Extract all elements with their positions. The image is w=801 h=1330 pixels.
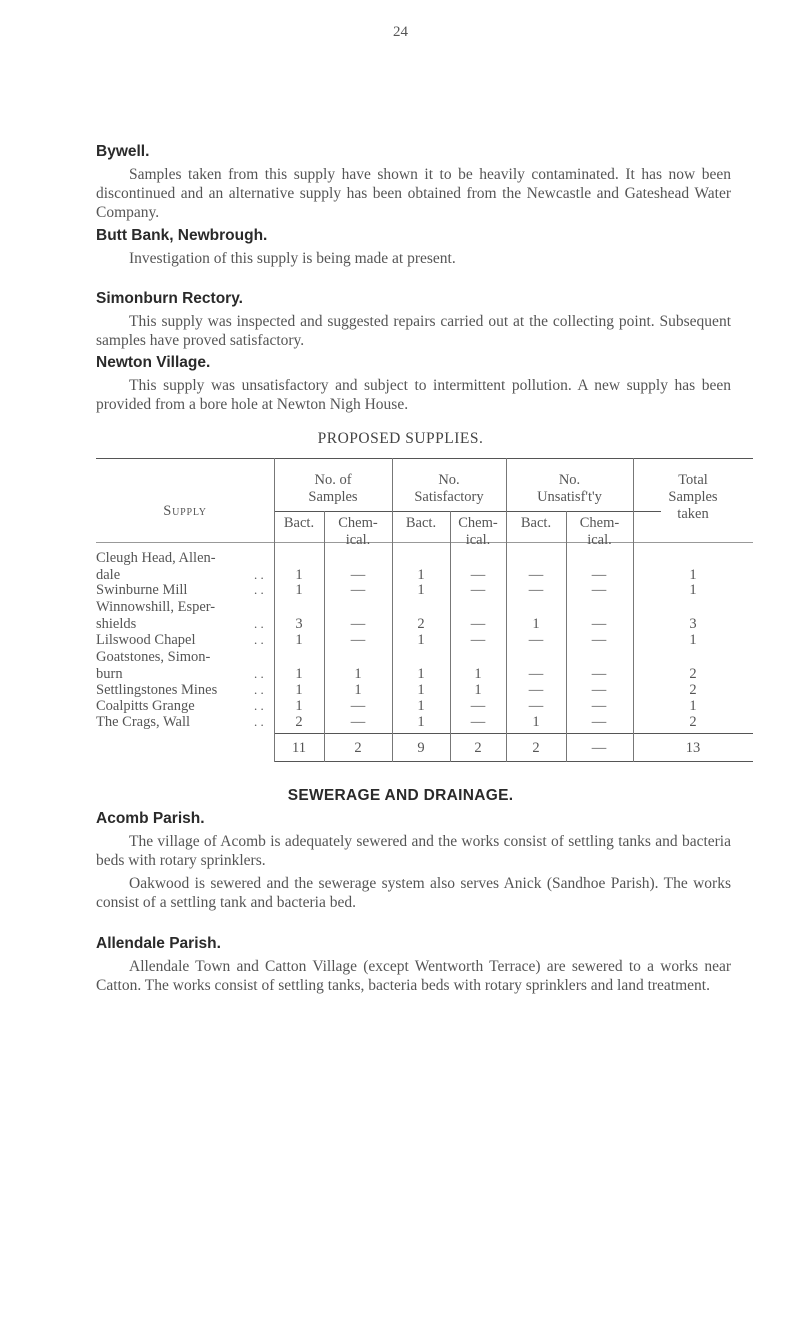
leader-dots: . . — [254, 666, 264, 681]
section-paragraph: This supply was inspected and suggested repairs carried out at the collecting point. Subsequent samples have proved satisfactory. — [96, 313, 731, 349]
table-cell: 1 — [474, 682, 482, 698]
section-heading: Butt Bank, Newbrough. — [96, 227, 268, 244]
section-butt-bank — [96, 227, 731, 268]
table-cell: — — [350, 714, 366, 730]
header-line: ical. — [465, 532, 491, 548]
table-cell: 2 — [417, 616, 425, 632]
leader-dots: . . — [254, 714, 264, 729]
table-cell: 1 — [417, 582, 425, 598]
table-cell: — — [350, 567, 366, 583]
table-cell: 1 — [417, 567, 425, 583]
table-cell: 1 — [354, 682, 362, 698]
header-line: Chem- — [338, 515, 378, 531]
header-line: Samples — [668, 489, 718, 505]
header-line: No. — [438, 472, 460, 488]
table-cell: 1 — [689, 582, 697, 598]
sub-header — [566, 515, 633, 549]
sub-header — [450, 515, 506, 549]
table-subheader-rule — [274, 511, 661, 512]
table-cell: 1 — [532, 616, 540, 632]
table-cell: — — [350, 582, 366, 598]
header-line: Samples — [308, 489, 358, 505]
leader-dots: . . — [254, 582, 264, 597]
header-line: Bact. — [520, 515, 552, 531]
table-cell: — — [591, 582, 607, 598]
table-cell: — — [591, 632, 607, 648]
table-cell: 1 — [295, 567, 303, 583]
header-line: Chem- — [458, 515, 498, 531]
table-header-rule — [96, 542, 753, 543]
leader-dots: . . — [254, 567, 264, 582]
table-cell: — — [528, 632, 544, 648]
column-group-header — [506, 472, 633, 506]
table-cell: — — [528, 582, 544, 598]
sub-header — [506, 515, 566, 532]
section-heading: Allendale Parish. — [96, 935, 221, 952]
table-cell: 1 — [295, 632, 303, 648]
table-cell: 2 — [689, 682, 697, 698]
header-line: Bact. — [283, 515, 315, 531]
section-heading: Newton Village. — [96, 354, 211, 371]
table-cell: 1 — [417, 682, 425, 698]
table-totals-rule — [274, 733, 753, 734]
column-group-header — [392, 472, 506, 506]
table-cell: — — [591, 714, 607, 730]
table-cell: 2 — [689, 666, 697, 682]
header-line: taken — [677, 506, 709, 522]
table-cell: — — [591, 698, 607, 714]
table-cell: 1 — [417, 698, 425, 714]
total-cell: 11 — [292, 740, 306, 756]
leader-dots: . . — [254, 632, 264, 647]
supply-name: shields — [96, 616, 137, 632]
table-bottom-rule — [274, 761, 753, 762]
header-line: No. — [558, 472, 581, 488]
supply-name: Lilswood Chapel — [96, 632, 196, 648]
table-cell: — — [591, 666, 607, 682]
table-cell: — — [470, 632, 486, 648]
total-cell: 9 — [417, 740, 425, 756]
leader-dots: . . — [254, 698, 264, 713]
section-paragraph: Investigation of this supply is being made at present. — [129, 250, 456, 267]
header-line: Bact. — [405, 515, 437, 531]
supply-name: The Crags, Wall — [96, 714, 191, 730]
supply-name-line: Cleugh Head, Allen- — [96, 550, 216, 566]
leader-dots: . . — [254, 682, 264, 697]
supply-name: burn — [96, 666, 123, 682]
table-cell: — — [470, 567, 486, 583]
header-line: Satisfactory — [414, 489, 484, 505]
total-cell: 13 — [685, 740, 701, 756]
table-cell: 1 — [532, 714, 540, 730]
section-newton-village — [96, 354, 731, 414]
table-cell: — — [528, 698, 544, 714]
table-cell: — — [350, 616, 366, 632]
total-column-header — [633, 472, 753, 523]
total-cell: 2 — [474, 740, 482, 756]
table-cell: 2 — [295, 714, 303, 730]
table-cell: 1 — [417, 632, 425, 648]
column-group-header — [274, 472, 392, 506]
supply-name: Swinburne Mill — [96, 582, 188, 598]
table-cell: 1 — [295, 666, 303, 682]
table-cell: — — [528, 682, 544, 698]
sub-header — [274, 515, 324, 532]
table-cell: — — [591, 567, 607, 583]
table-cell: 1 — [417, 666, 425, 682]
section-paragraph: Samples taken from this supply have shown it to be heavily contaminated. It has now been discontinued and an alternative supply has been obtained from the Newcastle and Gateshead Water Company. — [96, 166, 731, 221]
sub-header — [392, 515, 450, 532]
section-paragraph: Oakwood is sewered and the sewerage system also serves Anick (Sandhoe Parish). The works consist of a settling tank and bacteria bed. — [96, 875, 731, 911]
supply-name-line: Goatstones, Simon- — [96, 649, 211, 665]
table-cell: — — [591, 682, 607, 698]
leader-dots: . . — [254, 616, 264, 631]
section-bywell — [96, 143, 731, 222]
table-cell: 1 — [689, 567, 697, 583]
table-cell: — — [528, 666, 544, 682]
table-cell: 1 — [417, 714, 425, 730]
header-line: Chem- — [579, 515, 620, 531]
supply-column-header: Supply — [163, 503, 207, 519]
section-heading: Acomb Parish. — [96, 810, 205, 827]
table-cell: 1 — [354, 666, 362, 682]
table-cell: 1 — [295, 682, 303, 698]
table-cell: — — [470, 714, 486, 730]
table-cell: — — [470, 698, 486, 714]
sub-header — [324, 515, 392, 549]
section-simonburn-rectory — [96, 290, 731, 350]
proposed-supplies-table — [96, 458, 753, 764]
table-cell: 1 — [295, 698, 303, 714]
table-cell: — — [350, 632, 366, 648]
table-cell: — — [350, 698, 366, 714]
header-line: Total — [678, 472, 708, 488]
total-cell: 2 — [532, 740, 540, 756]
table-cell: 2 — [689, 714, 697, 730]
table-cell: 1 — [689, 698, 697, 714]
table-cell: — — [591, 616, 607, 632]
supply-name-line: Winnowshill, Esper- — [96, 599, 216, 615]
table-title: PROPOSED SUPPLIES. — [317, 430, 484, 447]
section-paragraph: This supply was unsatisfactory and subject to intermittent pollution. A new supply has been provided from a bore hole at Newton Nigh House. — [96, 377, 731, 413]
section-heading: Simonburn Rectory. — [96, 290, 243, 307]
table-cell: — — [470, 582, 486, 598]
table-cell: 3 — [295, 616, 303, 632]
sewerage-title: SEWERAGE AND DRAINAGE. — [287, 787, 514, 804]
table-cell: 3 — [689, 616, 697, 632]
section-allendale-parish — [96, 935, 731, 995]
supply-name: Coalpitts Grange — [96, 698, 195, 714]
supply-name: Settlingstones Mines — [96, 682, 218, 698]
section-heading: Bywell. — [96, 143, 150, 160]
section-acomb-parish — [96, 810, 731, 912]
total-cell: — — [591, 740, 607, 756]
section-paragraph: The village of Acomb is adequately sewered and the works consist of settling tanks and bacteria beds with rotary sprinklers. — [96, 833, 731, 869]
table-cell: — — [470, 616, 486, 632]
header-line: Unsatisf't'y — [537, 489, 602, 505]
table-cell: 1 — [474, 666, 482, 682]
table-cell: 1 — [689, 632, 697, 648]
table-cell: — — [528, 567, 544, 583]
header-line: ical. — [587, 532, 612, 548]
page-number: 24 — [393, 24, 408, 40]
total-cell: 2 — [354, 740, 362, 756]
table-cell: 1 — [295, 582, 303, 598]
table-top-rule — [96, 458, 753, 459]
header-line: No. of — [314, 472, 352, 488]
section-paragraph: Allendale Town and Catton Village (except Wentworth Terrace) are sewered to a works near Catton. The works consist of settling tanks, bacteria beds with rotary sprinklers and land treatment. — [96, 958, 731, 994]
header-line: ical. — [345, 532, 371, 548]
supply-name: dale — [96, 567, 121, 583]
